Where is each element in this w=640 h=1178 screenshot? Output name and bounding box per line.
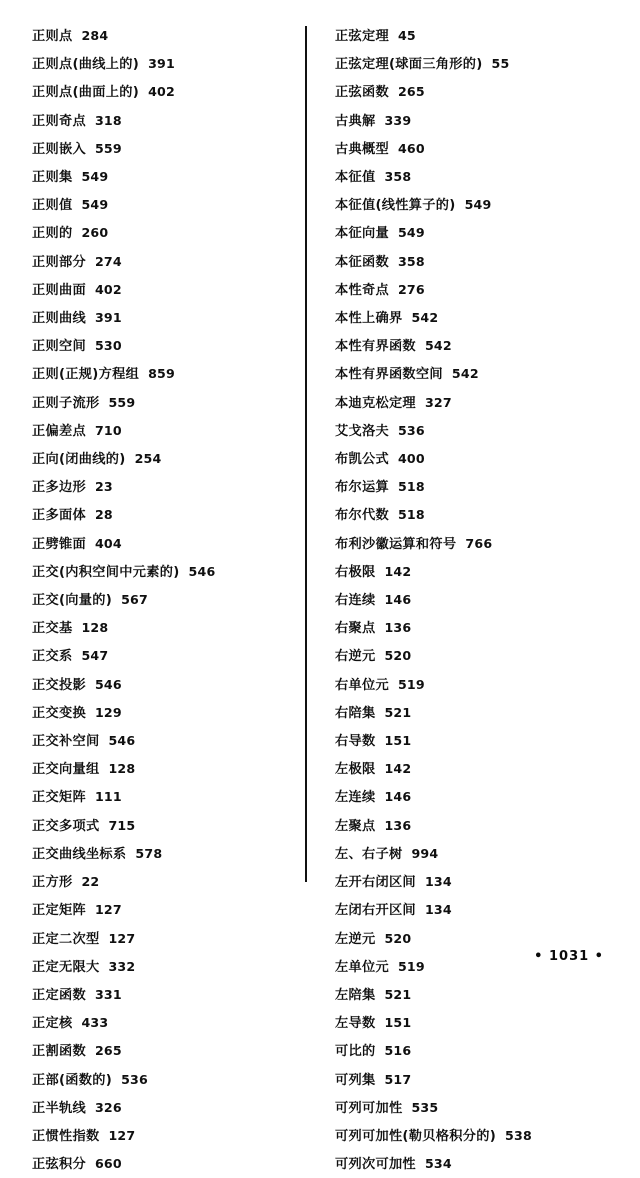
index-term: 正交基: [32, 621, 73, 637]
index-entry: [32, 530, 305, 558]
index-entry: [335, 50, 640, 78]
index-entry: [32, 473, 305, 501]
index-term: 右极限: [335, 564, 376, 580]
index-entry: [32, 389, 305, 417]
index-entry: [32, 896, 305, 924]
index-term: 正多面体: [32, 508, 86, 524]
index-entry: [335, 812, 640, 840]
index-term: 左逆元: [335, 931, 376, 947]
index-term: 右导数: [335, 734, 376, 750]
index-entry: [32, 332, 305, 360]
index-page-ref: 536: [397, 422, 425, 438]
index-term: 正定二次型: [32, 931, 100, 947]
index-page-ref: 519: [397, 958, 425, 974]
index-entry: [32, 699, 305, 727]
index-term: 左、右子树: [335, 846, 403, 862]
index-entry: [32, 755, 305, 783]
index-entry: [32, 135, 305, 163]
index-term: 左聚点: [335, 818, 376, 834]
page-number: • 1031 •: [534, 949, 604, 964]
index-page-ref: 339: [384, 112, 412, 128]
index-entry: [335, 22, 640, 50]
index-entry: [32, 78, 305, 106]
index-page-ref: 710: [94, 422, 122, 438]
index-page-ref: 142: [384, 563, 412, 579]
index-entry: [335, 107, 640, 135]
index-page-ref: 547: [81, 648, 109, 664]
index-entry: [335, 896, 640, 924]
index-term: 正则曲线: [32, 311, 86, 327]
index-page-ref: 542: [451, 366, 479, 382]
index-page-ref: 142: [384, 761, 412, 777]
index-page-ref: 519: [397, 676, 425, 692]
index-entry: [335, 135, 640, 163]
index-page-ref: 274: [94, 253, 122, 269]
index-entry: [32, 445, 305, 473]
index-entry: [32, 671, 305, 699]
index-entry: [32, 163, 305, 191]
index-term: 艾戈洛夫: [335, 423, 389, 439]
index-page-ref: 358: [384, 169, 412, 185]
index-term: 左陪集: [335, 987, 376, 1003]
index-page-ref: 517: [384, 1071, 412, 1087]
index-term: 正则嵌入: [32, 141, 86, 157]
index-term: 正部(函数的): [32, 1072, 113, 1088]
index-page-ref: 146: [384, 789, 412, 805]
index-entry: [32, 868, 305, 896]
index-term: 正则子流形: [32, 395, 100, 411]
index-entry: [32, 1150, 305, 1178]
index-term: 正交矩阵: [32, 790, 86, 806]
index-page-ref: 331: [94, 986, 122, 1002]
index-term: 正则值: [32, 198, 73, 214]
index-entry: [335, 360, 640, 388]
index-term: 古典解: [335, 113, 376, 129]
index-page-ref: 460: [397, 140, 425, 156]
index-entry: [335, 727, 640, 755]
index-entry: [32, 1122, 305, 1150]
index-page-ref: 530: [94, 338, 122, 354]
index-entry: [335, 473, 640, 501]
index-page-ref: 151: [384, 1015, 412, 1031]
index-term: 正交(内积空间中元素的): [32, 564, 180, 580]
index-page-ref: 400: [397, 451, 425, 467]
index-term: 左闭右开区间: [335, 903, 416, 919]
index-page-ref: 433: [81, 1015, 109, 1031]
index-page-ref: 567: [121, 592, 148, 608]
index-term: 布凯公式: [335, 452, 389, 468]
index-term: 正定矩阵: [32, 903, 86, 919]
index-term: 正则的: [32, 226, 73, 242]
index-entry: [335, 417, 640, 445]
index-term: 可列可加性: [335, 1100, 403, 1116]
index-page-ref: 318: [94, 112, 122, 128]
index-term: 本征值: [335, 170, 376, 186]
index-entry: [335, 755, 640, 783]
index-term: 正惯性指数: [32, 1128, 100, 1144]
index-page-ref: 521: [384, 986, 412, 1002]
index-term: 正半轨线: [32, 1100, 86, 1116]
index-entry: [335, 1122, 640, 1150]
index-entry: [32, 417, 305, 445]
index-entry: [335, 642, 640, 670]
index-entry: [335, 699, 640, 727]
index-entry: [32, 1037, 305, 1065]
index-page-ref: 546: [108, 733, 136, 749]
index-page-ref: 391: [94, 310, 122, 326]
index-term: 正则空间: [32, 339, 86, 355]
index-page-ref: 23: [94, 479, 113, 495]
index-entry: [335, 783, 640, 811]
left-column: [0, 22, 305, 1173]
index-entry: [335, 389, 640, 417]
index-term: 正交系: [32, 649, 73, 665]
index-entry: [32, 360, 305, 388]
index-term: 正则点(曲面上的): [32, 85, 140, 101]
index-page-ref: 549: [81, 197, 109, 213]
index-entry: [32, 107, 305, 135]
index-term: 正交曲线坐标系: [32, 846, 127, 862]
index-entry: [335, 276, 640, 304]
index-term: 本征函数: [335, 254, 389, 270]
index-page-ref: 151: [384, 733, 412, 749]
index-term: 布利沙徽运算和符号: [335, 536, 457, 552]
index-entry: [335, 248, 640, 276]
index-page-ref: 127: [108, 1127, 136, 1143]
index-entry: [32, 1009, 305, 1037]
index-entry: [32, 276, 305, 304]
index-entry: [32, 248, 305, 276]
index-page-ref: 127: [94, 902, 122, 918]
index-page-ref: 332: [108, 958, 136, 974]
index-entry: [335, 868, 640, 896]
index-term: 可比的: [335, 1044, 376, 1060]
index-page-ref: 520: [384, 648, 412, 664]
index-page-ref: 521: [384, 704, 412, 720]
index-term: 本征值(线性算子的): [335, 198, 456, 214]
index-term: 左连续: [335, 790, 376, 806]
index-page-ref: 55: [491, 56, 510, 72]
index-page-ref: 358: [397, 253, 425, 269]
index-page-ref: 265: [397, 84, 425, 100]
index-page-ref: 276: [397, 281, 425, 297]
index-term: 本性上确界: [335, 311, 403, 327]
index-entry: [32, 614, 305, 642]
index-term: 正则点: [32, 29, 73, 44]
index-page-ref: 516: [384, 1043, 412, 1059]
index-page-ref: 535: [411, 1099, 439, 1115]
index-term: 正偏差点: [32, 423, 86, 439]
index-page-ref: 129: [94, 704, 122, 720]
index-page-ref: 404: [94, 535, 122, 551]
index-page-ref: 559: [94, 140, 122, 156]
index-page-ref: 715: [108, 817, 136, 833]
index-term: 正多边形: [32, 480, 86, 496]
index-page-ref: 536: [121, 1071, 148, 1087]
index-page-ref: 127: [108, 930, 136, 946]
index-term: 左开右闭区间: [335, 875, 416, 891]
index-entry: [32, 1066, 305, 1094]
index-page-ref: 391: [148, 56, 175, 72]
index-entry: [335, 671, 640, 699]
index-page-ref: 538: [505, 1127, 532, 1143]
index-entry: [335, 1009, 640, 1037]
index-page-ref: 284: [81, 28, 109, 43]
index-term: 正弦定理(球面三角形的): [335, 57, 483, 73]
index-term: 正则(正规)方程组: [32, 367, 140, 383]
index-entry: [335, 219, 640, 247]
index-entry: [335, 1150, 640, 1178]
index-entry: [32, 191, 305, 219]
index-entry: [32, 953, 305, 981]
index-page-ref: 134: [424, 874, 452, 890]
index-entry: [32, 22, 305, 50]
index-term: 正交补空间: [32, 734, 100, 750]
index-page-ref: 111: [94, 789, 122, 805]
index-term: 正弦积分: [32, 1157, 86, 1173]
index-term: 右聚点: [335, 621, 376, 637]
index-page-ref: 402: [148, 84, 175, 100]
index-page-ref: 265: [94, 1043, 122, 1059]
index-page-ref: 542: [411, 310, 439, 326]
index-term: 正方形: [32, 875, 73, 891]
index-page-ref: 660: [94, 1156, 122, 1172]
index-term: 本性有界函数空间: [335, 367, 443, 383]
index-entry: [335, 530, 640, 558]
index-term: 本迪克松定理: [335, 395, 416, 411]
index-page-ref: 128: [81, 620, 109, 636]
index-entry: [335, 304, 640, 332]
index-entry: [32, 840, 305, 868]
index-entry: [32, 642, 305, 670]
index-term: 正则曲面: [32, 282, 86, 298]
index-entry: [32, 558, 305, 586]
index-entry: [335, 840, 640, 868]
index-entry: [335, 191, 640, 219]
index-page-ref: 136: [384, 817, 412, 833]
index-page-ref: 45: [397, 28, 416, 43]
index-entry: [335, 332, 640, 360]
index-entry: [32, 586, 305, 614]
index-page-ref: 578: [135, 845, 163, 861]
index-entry: [335, 163, 640, 191]
index-term: 正割函数: [32, 1044, 86, 1060]
index-entry: [335, 501, 640, 529]
index-term: 本性奇点: [335, 282, 389, 298]
index-entry: [32, 783, 305, 811]
index-page-ref: 546: [188, 563, 216, 579]
index-term: 正交变换: [32, 705, 86, 721]
index-term: 正交向量组: [32, 762, 100, 778]
index-entry: [32, 50, 305, 78]
index-term: 布尔代数: [335, 508, 389, 524]
index-page-ref: 559: [108, 394, 136, 410]
index-page-ref: 128: [108, 761, 136, 777]
index-term: 正交投影: [32, 677, 86, 693]
index-page-ref: 146: [384, 592, 412, 608]
index-term: 古典概型: [335, 141, 389, 157]
index-term: 本性有界函数: [335, 339, 416, 355]
index-entry: [32, 1094, 305, 1122]
index-entry: [32, 812, 305, 840]
index-page-ref: 542: [424, 338, 452, 354]
index-page-ref: 549: [464, 197, 492, 213]
index-entry: [335, 445, 640, 473]
index-entry: [335, 78, 640, 106]
index-page-ref: 22: [81, 874, 100, 890]
index-page-ref: 549: [81, 169, 109, 185]
index-term: 正向(闭曲线的): [32, 452, 126, 468]
index-entry: [335, 558, 640, 586]
index-term: 正弦定理: [335, 29, 389, 44]
index-entry: [335, 1037, 640, 1065]
index-page-ref: 134: [424, 902, 452, 918]
index-page-ref: 520: [384, 930, 412, 946]
index-term: 右陪集: [335, 705, 376, 721]
index-page-ref: 28: [94, 507, 113, 523]
index-page-ref: 518: [397, 507, 425, 523]
index-term: 右逆元: [335, 649, 376, 665]
index-entry: [335, 586, 640, 614]
index-entry: [335, 1094, 640, 1122]
index-term: 正定无限大: [32, 959, 100, 975]
index-page-ref: 327: [424, 394, 452, 410]
index-page-ref: 518: [397, 479, 425, 495]
index-term: 正弦函数: [335, 85, 389, 101]
index-term: 正定核: [32, 1016, 73, 1032]
index-page-ref: 859: [148, 366, 175, 382]
index-term: 正则部分: [32, 254, 86, 270]
index-page-ref: 766: [465, 535, 493, 551]
index-entry: [335, 614, 640, 642]
index-entry: [335, 1066, 640, 1094]
index-page-ref: 260: [81, 225, 109, 241]
index-page-ref: 549: [397, 225, 425, 241]
index-term: 正定函数: [32, 987, 86, 1003]
index-term: 正劈锥面: [32, 536, 86, 552]
index-page-ref: 546: [94, 676, 122, 692]
index-term: 本征向量: [335, 226, 389, 242]
index-entry: [32, 925, 305, 953]
index-term: 右单位元: [335, 677, 389, 693]
index-page-ref: 994: [411, 845, 439, 861]
index-term: 正则集: [32, 170, 73, 186]
index-entry: [335, 981, 640, 1009]
index-term: 正交多项式: [32, 818, 100, 834]
index-term: 右连续: [335, 593, 376, 609]
index-term: 可列集: [335, 1072, 376, 1088]
index-page-ref: 136: [384, 620, 412, 636]
index-term: 正交(向量的): [32, 593, 113, 609]
index-page-ref: 326: [94, 1099, 122, 1115]
index-term: 可列可加性(勒贝格积分的): [335, 1128, 497, 1144]
index-entry: [32, 219, 305, 247]
index-term: 左极限: [335, 762, 376, 778]
index-term: 正则点(曲线上的): [32, 57, 140, 73]
index-entry: [32, 501, 305, 529]
index-term: 布尔运算: [335, 480, 389, 496]
index-page-ref: 402: [94, 281, 122, 297]
index-term: 左单位元: [335, 959, 389, 975]
index-page-ref: 254: [134, 451, 162, 467]
index-page-ref: 534: [424, 1156, 452, 1172]
index-entry: [32, 981, 305, 1009]
index-entry: [32, 304, 305, 332]
index-term: 左导数: [335, 1016, 376, 1032]
index-term: 正则奇点: [32, 113, 86, 129]
index-term: 可列次可加性: [335, 1157, 416, 1173]
index-entry: [32, 727, 305, 755]
